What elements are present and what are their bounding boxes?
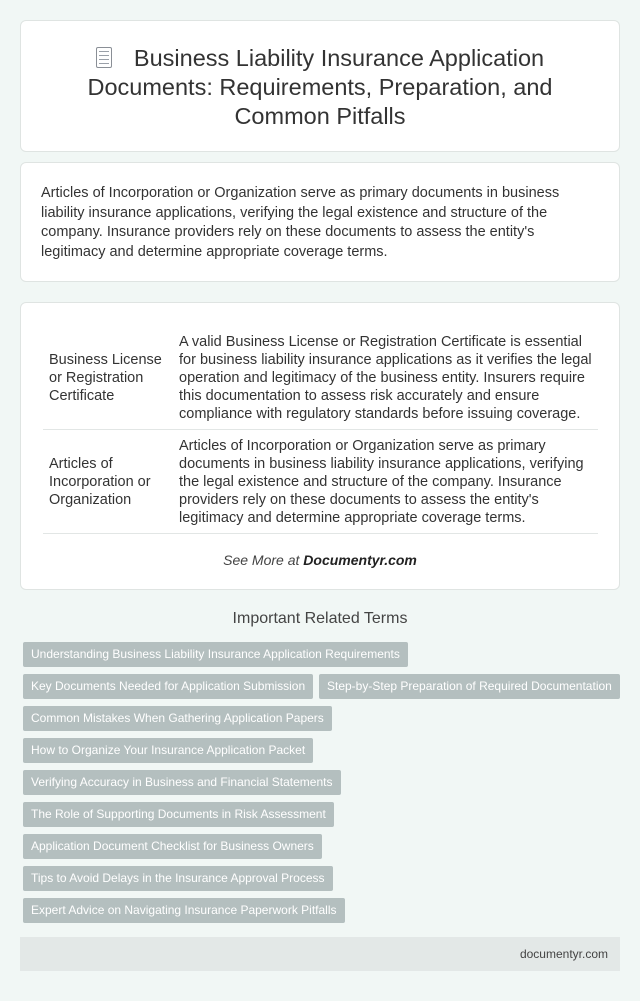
table-term: Business License or Registration Certificate (43, 327, 174, 430)
documents-table (43, 327, 598, 534)
related-term-tag[interactable]: Application Document Checklist for Business Owners (23, 834, 322, 859)
related-term-tag[interactable]: Understanding Business Liability Insurance Application Requirements (23, 642, 408, 667)
intro-card (20, 162, 620, 282)
page-title (61, 44, 579, 131)
related-terms-heading: Important Related Terms (232, 610, 408, 627)
table-description: A valid Business License or Registration Certificate is essential for business liability insurance applications as it verifies the legal operation and legitimacy of the business entity. Insurers require this documentation to assess risk accurately and ensure compliance with regulatory standards before issuing coverage. (174, 327, 598, 430)
related-term-tag[interactable]: Common Mistakes When Gathering Application Papers (23, 706, 332, 731)
see-more-link[interactable]: Documentyr.com (303, 552, 417, 568)
table-term: Articles of Incorporation or Organization (43, 430, 174, 534)
see-more-line (21, 552, 619, 568)
footer-site-link[interactable]: documentyr.com (519, 947, 608, 961)
related-term-tag[interactable]: Verifying Accuracy in Business and Financial Statements (23, 770, 341, 795)
related-term-tag[interactable]: Tips to Avoid Delays in the Insurance Approval Process (23, 866, 333, 891)
related-term-tag[interactable]: Step-by-Step Preparation of Required Documentation (319, 674, 620, 699)
page-title-text: Business Liability Insurance Application Documents: Requirements, Preparation, and Common Pitfalls (87, 45, 553, 129)
footer (20, 937, 620, 971)
related-term-tag[interactable]: Key Documents Needed for Application Submission (23, 674, 313, 699)
title-card (20, 20, 620, 152)
documents-table-card (20, 302, 620, 590)
intro-paragraph: Articles of Incorporation or Organization serve as primary documents in business liability insurance applications, verifying the legal existence and structure of the company. Insurance providers rely on these documents to assess the entity's legitimacy and determine appropriate coverage terms. (41, 185, 560, 260)
table-description: Articles of Incorporation or Organization serve as primary documents in business liability insurance applications, verifying the legal existence and structure of the company. Insurance providers rely on these documents to assess the entity's legitimacy and determine appropriate coverage terms. (174, 430, 598, 534)
see-more-prefix: See More at (223, 552, 304, 568)
related-term-tag[interactable]: Expert Advice on Navigating Insurance Paperwork Pitfalls (23, 898, 345, 923)
related-term-tag[interactable]: The Role of Supporting Documents in Risk Assessment (23, 802, 334, 827)
related-term-tag[interactable]: How to Organize Your Insurance Application Packet (23, 738, 313, 763)
table-row (43, 430, 598, 534)
table-row (43, 327, 598, 430)
document-icon (96, 47, 112, 68)
